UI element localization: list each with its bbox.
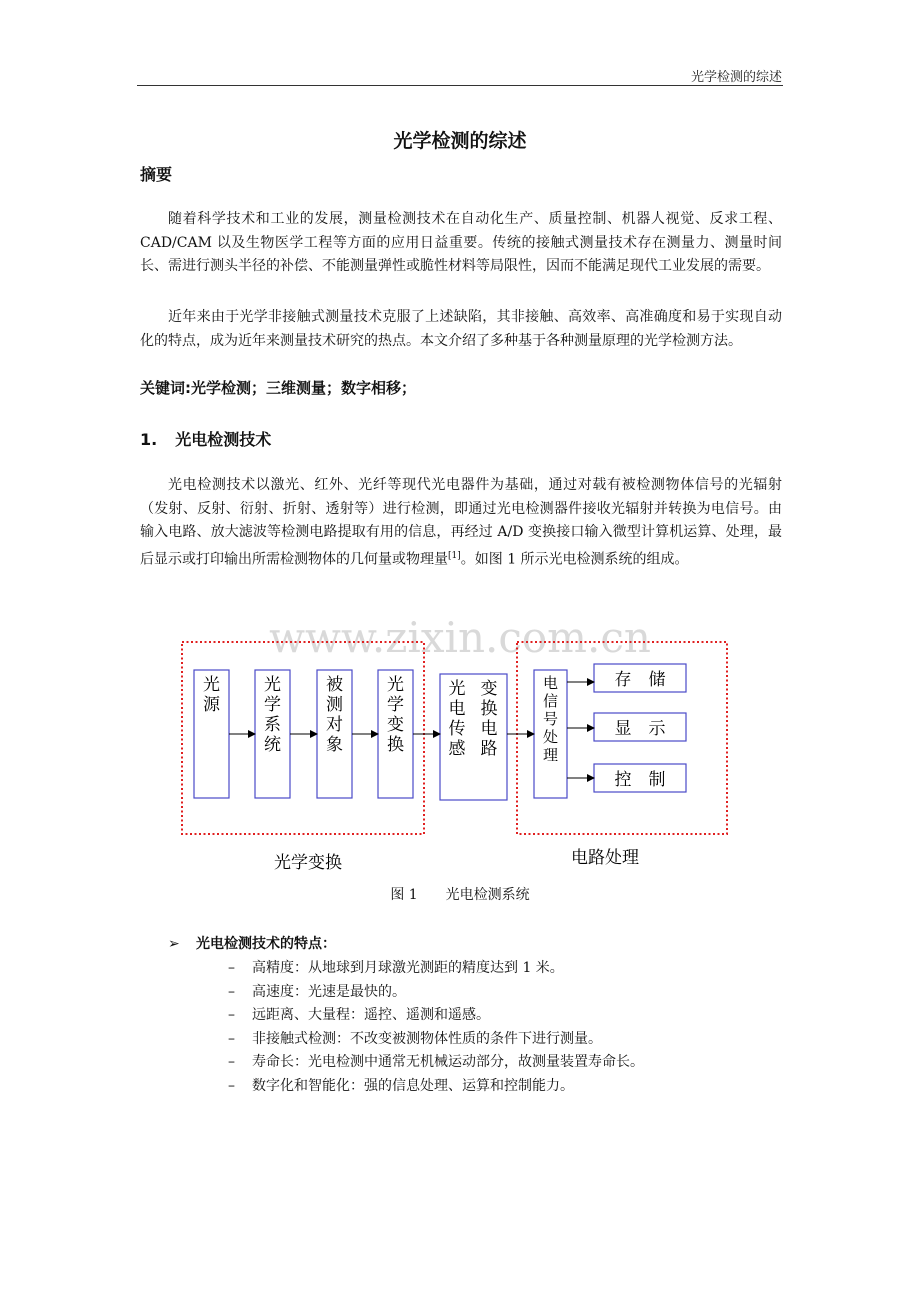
dash-bullet-icon: – [228, 983, 235, 1000]
abstract-paragraph-2: 近年来由于光学非接触式测量技术克服了上述缺陷，其非接触、高效率、高准确度和易于实现自动化的特点，成为近年来测量技术研究的热点。本文介绍了多种基于各种测量原理的光学检测方法。 [140, 309, 782, 349]
feature-item [228, 1028, 644, 1052]
keywords: 关键词:光学检测；三维测量；数字相移； [140, 379, 417, 397]
dash-bullet-icon: – [228, 1054, 235, 1071]
feature-text: 高速度：光速是最快的。 [252, 983, 406, 1000]
section-number: 1. [140, 430, 158, 449]
sensor-label: 光电传感 [448, 679, 466, 759]
feature-text: 远距离、大量程：遥控、遥测和遥感。 [252, 1007, 490, 1024]
features-heading-text: 光电检测技术的特点： [196, 936, 336, 952]
features-heading [168, 933, 336, 953]
dash-bullet-icon: – [228, 1007, 235, 1024]
running-header: 光学检测的综述 [690, 70, 782, 85]
citation-link[interactable]: [1] [448, 550, 461, 561]
display-label: 显 示 [614, 719, 666, 739]
converter-label: 变换电路 [480, 679, 498, 759]
photoelectric-system-diagram [170, 612, 750, 884]
watermark: www.zixin.com.cn [269, 613, 651, 662]
figure-caption: 图 1 光电检测系统 [390, 887, 530, 903]
dash-bullet-icon: – [228, 960, 235, 976]
optical-transform-label: 光学变换 [387, 675, 404, 755]
dash-bullet-icon: – [228, 1030, 235, 1047]
feature-item [228, 1051, 644, 1075]
features-list [228, 957, 644, 1099]
feature-item [228, 981, 644, 1005]
feature-text: 非接触式检测：不改变被测物体性质的条件下进行测量。 [252, 1030, 602, 1047]
section-1-text: 光电检测技术以激光、红外、光纤等现代光电器件为基础，通过对载有被检测物体信号的光辐射（发射、反射、衍射、折射、透射等）进行检测，即通过光电检测器件接收光辐射并转换为电信号。由输入电路、放大滤波等检测电路提取有用的信息，再经过 A/D 变换接口输入微型计算机运算、处理，最后显示或打印输出所需检测物体的几何量或物理量 [140, 477, 782, 568]
section-1-paragraph [140, 474, 782, 572]
feature-text: 数字化和智能化：强的信息处理、运算和控制能力。 [252, 1077, 574, 1094]
feature-item [228, 1004, 644, 1028]
section-title: 光电检测技术 [175, 430, 272, 449]
document-title: 光学检测的综述 [393, 130, 527, 152]
group-left-label: 光学变换 [274, 853, 342, 873]
section-1-heading [140, 427, 271, 450]
optical-system-label: 光学系统 [264, 675, 281, 755]
arrow-bullet-icon: ➢ [168, 936, 180, 952]
signal-processing-label: 电信号处理 [542, 674, 559, 764]
storage-label: 存 储 [614, 670, 666, 690]
feature-item [228, 1075, 644, 1099]
section-1-text-tail: 。如图 1 所示光电检测系统的组成。 [460, 551, 689, 568]
abstract-paragraph-1: 随着科学技术和工业的发展，测量检测技术在自动化生产、质量控制、机器人视觉、反求工程、CAD/CAM 以及生物医学工程等方面的应用日益重要。传统的接触式测量技术存在测量力、测量时间长、需进行测头半径的补偿、不能测量弹性或脆性材料等局限性，因而不能满足现代工业发展的需要。 [140, 211, 782, 274]
light-source-label: 光源 [203, 675, 220, 715]
control-label: 控 制 [614, 770, 666, 790]
feature-text: 高精度：从地球到月球激光测距的精度达到 1 米。 [252, 960, 564, 976]
dash-bullet-icon: – [228, 1077, 235, 1094]
feature-text: 寿命长：光电检测中通常无机械运动部分，故测量装置寿命长。 [252, 1054, 644, 1071]
header-rule [137, 85, 783, 86]
object-label: 被测对象 [326, 675, 343, 755]
abstract-heading: 摘要 [140, 165, 173, 184]
group-right-label: 电路处理 [571, 848, 639, 868]
feature-item [228, 957, 644, 981]
